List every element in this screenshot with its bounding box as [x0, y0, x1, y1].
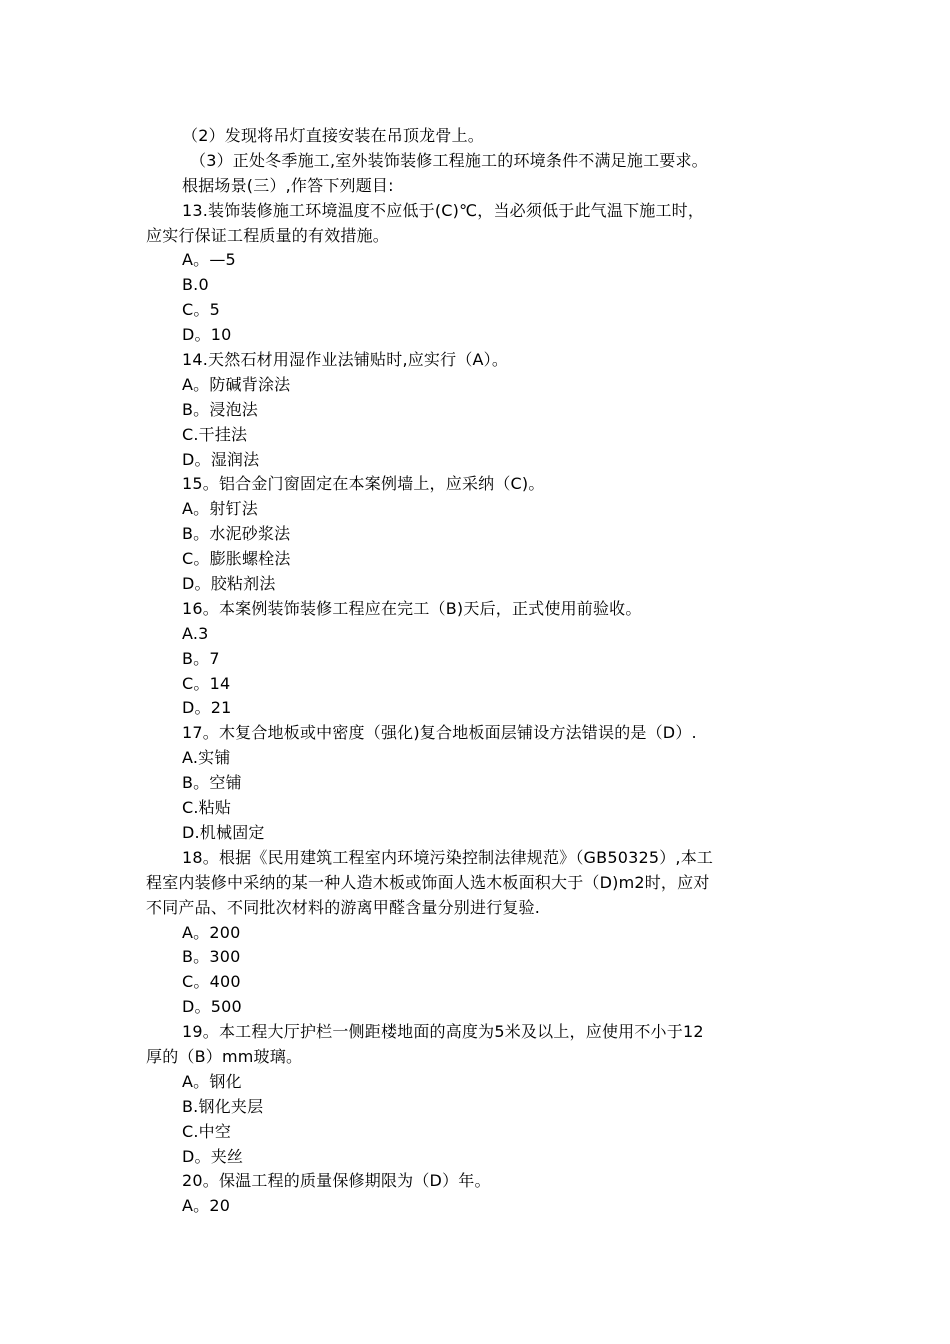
q13-option-d: D。10 [182, 325, 232, 345]
question-18: 18。根据《民用建筑工程室内环境污染控制法律规范》（GB50325）,本工 [182, 847, 714, 867]
q17-option-a: A.实铺 [182, 748, 231, 768]
q15-option-a: A。射钉法 [182, 499, 258, 519]
q16-option-c: C。14 [182, 673, 231, 693]
question-13: 13.装饰装修施工环境温度不应低于(C)℃，当必须低于此气温下施工时， [182, 200, 705, 220]
q13-option-c: C。5 [182, 300, 220, 320]
q18-option-b: B。300 [182, 947, 241, 967]
q17-option-c: C.粘贴 [182, 798, 232, 818]
q20-option-a: A。20 [182, 1196, 231, 1216]
q19-option-d: D。夹丝 [182, 1146, 244, 1166]
q15-option-d: D。胶粘剂法 [182, 574, 276, 594]
question-14: 14.天然石材用湿作业法铺贴时,应实行（A）。 [182, 350, 509, 370]
q16-option-d: D。21 [182, 698, 232, 718]
document-body [146, 124, 808, 1219]
question-19-continued: 厚的（B）mm玻璃。 [146, 1046, 303, 1066]
question-13-continued: 应实行保证工程质量的有效措施。 [146, 225, 390, 245]
q19-option-a: A。钢化 [182, 1071, 242, 1091]
question-20: 20。保温工程的质量保修期限为（D）年。 [182, 1171, 491, 1191]
q14-option-a: A。防碱背涂法 [182, 374, 291, 394]
q13-option-b: B.0 [182, 275, 209, 295]
question-15: 15。铝合金门窗固定在本案例墙上，应采纳（C)。 [182, 474, 545, 494]
question-19: 19。本工程大厅护栏一侧距楼地面的高度为5米及以上，应使用不小于12 [182, 1022, 704, 1042]
scenario-instruction: 根据场景(三）,作答下列题目: [182, 175, 394, 195]
q13-option-a: A。—5 [182, 250, 236, 270]
q19-option-b: B.钢化夹层 [182, 1096, 264, 1116]
q14-option-d: D。湿润法 [182, 449, 260, 469]
q18-option-d: D。500 [182, 997, 242, 1017]
question-17: 17。木复合地板或中密度（强化)复合地板面层铺设方法错误的是（D）. [182, 723, 697, 743]
q18-option-c: C。400 [182, 972, 241, 992]
q14-option-c: C.干挂法 [182, 424, 248, 444]
scenario-line-2: （2）发现将吊灯直接安装在吊顶龙骨上。 [182, 126, 484, 145]
question-18-continued-2: 不同产品、不同批次材料的游离甲醛含量分别进行复验. [146, 897, 541, 917]
question-16: 16。本案例装饰装修工程应在完工（B)天后，正式使用前验收。 [182, 598, 642, 618]
q19-option-c: C.中空 [182, 1121, 232, 1141]
q15-option-b: B。水泥砂浆法 [182, 524, 291, 544]
q17-option-d: D.机械固定 [182, 822, 265, 842]
question-18-continued-1: 程室内装修中采纳的某一种人造木板或饰面人选木板面积大于（D)m2时，应对 [146, 872, 710, 892]
q18-option-a: A。200 [182, 922, 241, 942]
q14-option-b: B。浸泡法 [182, 399, 258, 419]
q15-option-c: C。膨胀螺栓法 [182, 549, 291, 569]
q16-option-a: A.3 [182, 623, 209, 643]
q17-option-b: B。空铺 [182, 773, 242, 793]
q16-option-b: B。7 [182, 648, 220, 668]
scenario-line-3: （3）正处冬季施工,室外装饰装修工程施工的环境条件不满足施工要求。 [190, 150, 708, 170]
